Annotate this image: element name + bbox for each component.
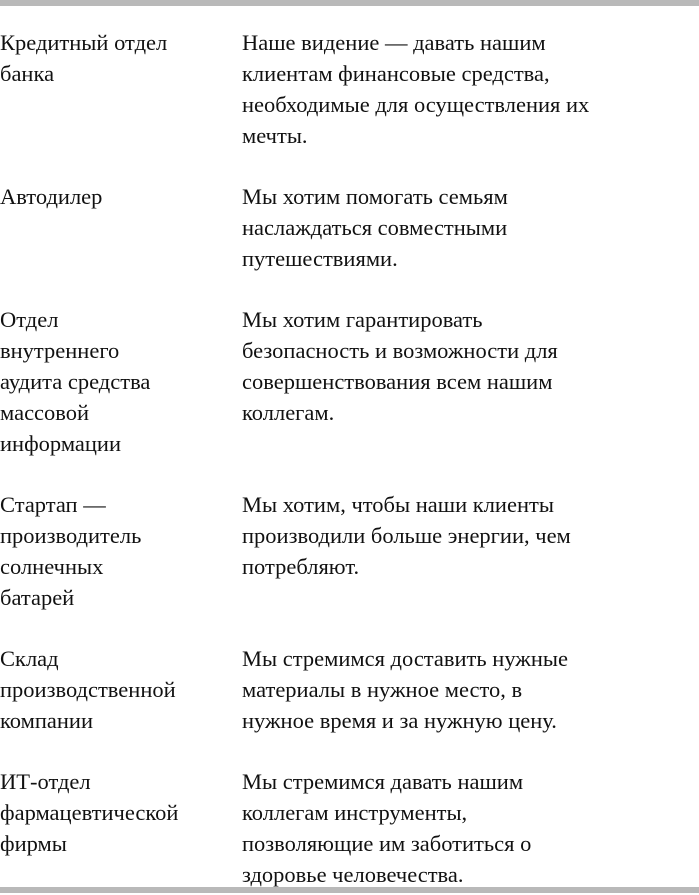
table-row (0, 304, 699, 459)
vision-cell: Мы стремимся доставить нужные материалы в нужное место, в нужное время и за нужную цену. (242, 646, 568, 733)
table-row (0, 489, 699, 613)
table-row (0, 643, 699, 736)
vision-cell: Мы хотим помогать семьям наслаждаться совместными путешествиями. (242, 184, 508, 271)
vision-cell: Мы стремимся давать нашим коллегам инструменты, позволяющие им заботиться о здоровье человечества. (242, 769, 532, 887)
bottom-rule (0, 887, 699, 893)
organization-cell: Отдел внутреннего аудита средства массовой информации (0, 307, 151, 456)
top-rule (0, 0, 699, 6)
table-row (0, 766, 699, 890)
organization-cell: Склад производственной компании (0, 646, 176, 733)
vision-table (0, 27, 699, 890)
vision-cell: Наше видение — давать нашим клиентам финансовые средства, необходимые для осуществления их мечты. (242, 30, 590, 148)
vision-cell: Мы хотим гарантировать безопасность и возможности для совершенствования всем нашим коллегам. (242, 307, 558, 425)
organization-cell: Стартап — производитель солнечных батарей (0, 492, 142, 610)
table-row (0, 181, 699, 274)
table-row (0, 27, 699, 151)
organization-cell: ИТ-отдел фармацевтической фирмы (0, 769, 179, 856)
organization-cell: Автодилер (0, 184, 103, 209)
vision-cell: Мы хотим, чтобы наши клиенты производили больше энергии, чем потребляют. (242, 492, 571, 579)
organization-cell: Кредитный отдел банка (0, 30, 168, 86)
